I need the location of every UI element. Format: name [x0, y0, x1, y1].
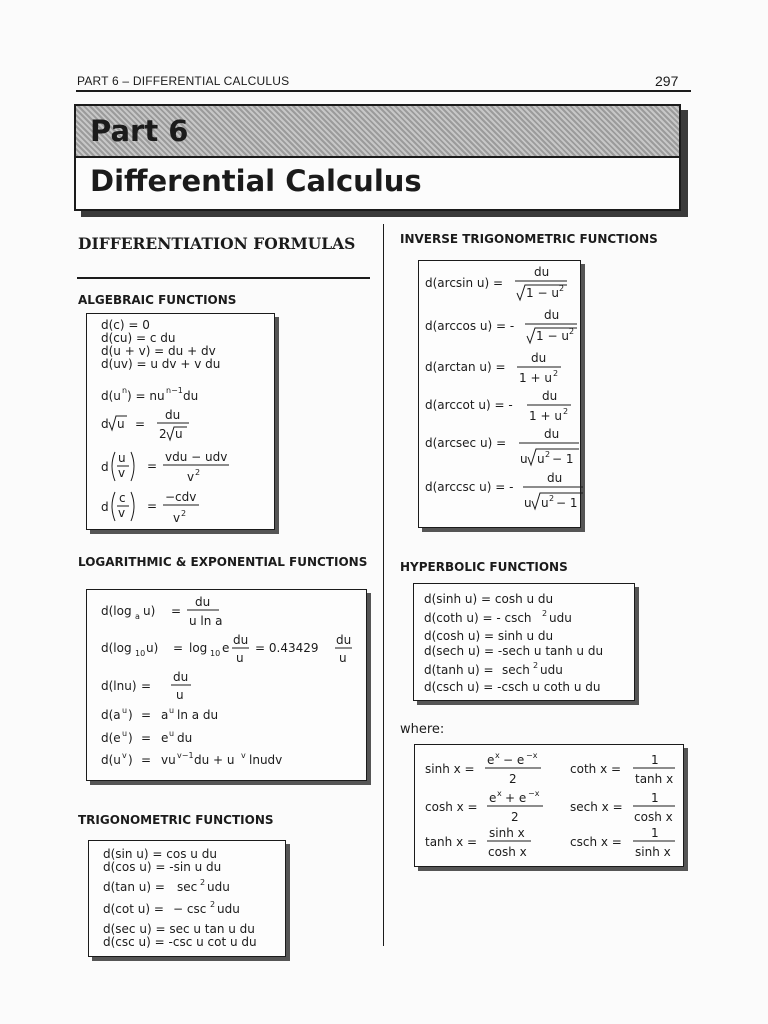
svg-text:): ): [128, 731, 133, 745]
svg-text:d(u: d(u: [101, 753, 121, 767]
svg-text:− csc: − csc: [173, 902, 207, 916]
formula-line: d(u + v) = du + dv: [101, 344, 216, 358]
svg-text:u: u: [117, 417, 125, 431]
where-label: where:: [400, 722, 445, 737]
svg-text:du: du: [173, 670, 189, 684]
section-heading: DIFFERENTIATION FORMULAS: [78, 234, 356, 253]
svg-text:− e: − e: [503, 753, 525, 767]
svg-text:d(lnu): d(lnu): [101, 679, 137, 693]
banner-title: Differential Calculus: [90, 164, 422, 198]
svg-text:du: du: [183, 389, 199, 403]
svg-text:v: v: [173, 511, 181, 525]
running-header: PART 6 – DIFFERENTIAL CALCULUS: [77, 74, 290, 88]
svg-text:d(arcsec u) =: d(arcsec u) =: [425, 436, 507, 450]
svg-text:u: u: [118, 451, 126, 465]
algebraic-formulas-math: [87, 314, 276, 531]
svg-text:2: 2: [545, 450, 551, 459]
svg-text:ln a du: ln a du: [177, 708, 219, 722]
svg-text:u: u: [175, 427, 183, 441]
banner-part-label: Part 6: [90, 114, 189, 148]
svg-text:du: du: [542, 389, 558, 403]
svg-text:du + u: du + u: [194, 753, 235, 767]
svg-text:u: u: [176, 688, 184, 702]
svg-text:u: u: [541, 496, 549, 510]
svg-text:=: =: [147, 499, 158, 513]
svg-text:+ e: + e: [505, 791, 527, 805]
part-banner: [74, 104, 681, 211]
svg-text:udu: udu: [549, 611, 572, 625]
svg-text:du: du: [195, 595, 211, 609]
svg-text:d: d: [101, 500, 109, 514]
inverse-trig-formulas-math: [419, 261, 582, 529]
header-rule: [76, 90, 691, 92]
formula-line: d(cosh u) = sinh u du: [424, 629, 554, 643]
svg-text:=: =: [147, 459, 158, 473]
svg-text:2: 2: [181, 509, 187, 518]
svg-text:csch x =: csch x =: [570, 835, 622, 849]
svg-text:e: e: [489, 791, 497, 805]
section-heading-rule: [77, 277, 370, 279]
svg-text:n: n: [122, 386, 128, 395]
svg-text:−x: −x: [528, 789, 540, 798]
svg-text:du: du: [534, 265, 550, 279]
svg-text:du: du: [531, 351, 547, 365]
page-number: 297: [655, 73, 679, 89]
svg-text:=: =: [141, 753, 152, 767]
svg-text:d: d: [101, 460, 109, 474]
svg-text:x: x: [495, 751, 500, 760]
svg-text:e: e: [161, 731, 169, 745]
svg-text:d(arccsc u) = -: d(arccsc u) = -: [425, 480, 514, 494]
svg-text:1 + u: 1 + u: [529, 409, 562, 423]
algebraic-formula-box: [86, 313, 275, 530]
svg-text:sinh x: sinh x: [489, 826, 525, 840]
hyperbolic-formula-box: [413, 583, 635, 701]
svg-text:2: 2: [195, 468, 201, 477]
svg-text:tanh x =: tanh x =: [425, 835, 478, 849]
svg-text:d(log: d(log: [101, 604, 132, 618]
svg-text:= 0.43429: = 0.43429: [255, 641, 319, 655]
svg-text:=: =: [141, 679, 152, 693]
svg-text:tanh x: tanh x: [635, 772, 674, 786]
trigonometric-formulas-math: [89, 841, 287, 958]
svg-text:du: du: [177, 731, 193, 745]
svg-text:vdu − udv: vdu − udv: [165, 450, 228, 464]
svg-text:1 − u: 1 − u: [526, 286, 559, 300]
svg-text:cosh x: cosh x: [634, 810, 673, 824]
formula-line: d(cu) = c du: [101, 331, 176, 345]
svg-text:sech x =: sech x =: [570, 800, 623, 814]
svg-text:d(a: d(a: [101, 708, 121, 722]
svg-text:du: du: [165, 408, 181, 422]
svg-text:v: v: [241, 751, 246, 760]
svg-text:cosh x =: cosh x =: [425, 800, 478, 814]
svg-text:2: 2: [511, 810, 519, 824]
svg-text:sinh x: sinh x: [635, 845, 671, 859]
svg-text:=: =: [135, 417, 146, 431]
svg-text:n−1: n−1: [166, 386, 183, 395]
svg-text:2: 2: [569, 327, 575, 336]
svg-text:=: =: [141, 731, 152, 745]
svg-text:2: 2: [542, 609, 548, 618]
formula-line: d(c) = 0: [101, 318, 150, 332]
svg-text:e: e: [487, 753, 495, 767]
svg-text:− 1: − 1: [556, 496, 578, 510]
svg-text:u: u: [169, 729, 175, 738]
svg-text:2: 2: [553, 369, 559, 378]
svg-text:2: 2: [533, 661, 539, 670]
inverse-trig-formula-box: [418, 260, 581, 528]
svg-text:lnudv: lnudv: [249, 753, 283, 767]
svg-text:du: du: [547, 471, 563, 485]
svg-text:v: v: [118, 466, 126, 480]
svg-text:v: v: [187, 470, 195, 484]
svg-text:1 − u: 1 − u: [536, 329, 569, 343]
formula-line: d(cos u) = -sin u du: [103, 860, 222, 874]
svg-text:u ln a: u ln a: [189, 614, 223, 628]
svg-text:1: 1: [651, 826, 659, 840]
logarithmic-formulas-math: [87, 590, 368, 782]
svg-text:sinh x =: sinh x =: [425, 762, 475, 776]
svg-text:u): u): [146, 641, 159, 655]
svg-text:2: 2: [549, 494, 555, 503]
svg-text:− 1: − 1: [552, 452, 574, 466]
svg-text:vu: vu: [161, 753, 176, 767]
svg-text:): ): [128, 753, 133, 767]
svg-text:u: u: [524, 496, 532, 510]
formula-line: d(sech u) = -sech u tanh u du: [424, 644, 604, 658]
svg-text:u: u: [537, 452, 545, 466]
svg-text:d(arctan u) =: d(arctan u) =: [425, 360, 506, 374]
svg-text:c: c: [119, 491, 126, 505]
svg-text:10: 10: [135, 649, 146, 658]
svg-text:1 + u: 1 + u: [519, 371, 552, 385]
svg-text:cosh x: cosh x: [488, 845, 527, 859]
svg-text:d(arccos u) = -: d(arccos u) = -: [425, 319, 515, 333]
svg-text:v: v: [122, 751, 127, 760]
svg-text:udu: udu: [207, 880, 230, 894]
svg-text:a: a: [161, 708, 169, 722]
svg-text:d(arccot u) = -: d(arccot u) = -: [425, 398, 513, 412]
formula-line: d(sin u) = cos u du: [103, 847, 217, 861]
formula-line: d(csch u) = -csch u coth u du: [424, 680, 601, 694]
svg-text:udu: udu: [217, 902, 240, 916]
svg-text:v−1: v−1: [177, 751, 194, 760]
svg-text:u: u: [169, 706, 175, 715]
svg-text:2: 2: [563, 407, 569, 416]
hyperbolic-formulas-math: [414, 584, 636, 702]
formula-line: d(sinh u) = cosh u du: [424, 592, 554, 606]
svg-text:1: 1: [651, 791, 659, 805]
algebraic-heading: ALGEBRAIC FUNCTIONS: [78, 293, 237, 307]
svg-text:du: du: [544, 308, 560, 322]
svg-text:−cdv: −cdv: [165, 490, 197, 504]
svg-text:10: 10: [210, 649, 221, 658]
column-divider: [383, 224, 384, 946]
svg-text:d(cot u) =: d(cot u) =: [103, 902, 164, 916]
svg-text:du: du: [544, 427, 560, 441]
svg-text:sech: sech: [502, 663, 530, 677]
formula-line: d(uv) = u dv + v du: [101, 357, 221, 371]
svg-text:=: =: [171, 604, 182, 618]
svg-text:d(e: d(e: [101, 731, 121, 745]
svg-text:du: du: [233, 633, 249, 647]
svg-text:) = nu: ) = nu: [127, 389, 165, 403]
hyperbolic-definitions-box: [414, 744, 684, 867]
svg-text:d(tanh u) =: d(tanh u) =: [424, 663, 494, 677]
svg-text:sec: sec: [177, 880, 198, 894]
trigonometric-heading: TRIGONOMETRIC FUNCTIONS: [78, 813, 274, 827]
svg-text:u: u: [122, 729, 128, 738]
formula-line: d(csc u) = -csc u cot u du: [103, 935, 257, 949]
svg-text:log: log: [189, 641, 208, 655]
svg-text:d(u: d(u: [101, 389, 121, 403]
svg-text:2: 2: [559, 284, 565, 293]
svg-text:u: u: [236, 651, 244, 665]
svg-text:d(log: d(log: [101, 641, 132, 655]
svg-text:v: v: [118, 506, 126, 520]
logarithmic-heading: LOGARITHMIC & EXPONENTIAL FUNCTIONS: [78, 555, 368, 569]
svg-text:d(coth u) = - csch: d(coth u) = - csch: [424, 611, 532, 625]
svg-text:d(arcsin u) =: d(arcsin u) =: [425, 276, 504, 290]
svg-text:2: 2: [509, 772, 517, 786]
svg-text:1: 1: [651, 753, 659, 767]
svg-text:=: =: [141, 708, 152, 722]
inverse-trig-heading: INVERSE TRIGONOMETRIC FUNCTIONS: [400, 232, 658, 246]
formula-line: d(sec u) = sec u tan u du: [103, 922, 255, 936]
trigonometric-formula-box: [88, 840, 286, 957]
svg-text:u: u: [339, 651, 347, 665]
svg-text:u: u: [122, 706, 128, 715]
svg-text:udu: udu: [540, 663, 563, 677]
svg-text:=: =: [173, 641, 184, 655]
svg-text:2: 2: [159, 427, 167, 441]
svg-text:d: d: [101, 417, 109, 431]
svg-text:e: e: [222, 641, 230, 655]
svg-text:): ): [128, 708, 133, 722]
svg-text:u: u: [520, 452, 528, 466]
svg-text:d(tan u) =: d(tan u) =: [103, 880, 165, 894]
svg-text:−x: −x: [526, 751, 538, 760]
svg-text:a: a: [135, 612, 140, 621]
svg-text:du: du: [336, 633, 352, 647]
svg-text:coth x =: coth x =: [570, 762, 622, 776]
svg-text:u): u): [143, 604, 156, 618]
svg-text:x: x: [497, 789, 502, 798]
svg-text:2: 2: [210, 900, 216, 909]
logarithmic-formula-box: [86, 589, 367, 781]
svg-text:2: 2: [200, 878, 206, 887]
hyperbolic-heading: HYPERBOLIC FUNCTIONS: [400, 560, 568, 574]
hyperbolic-definitions-math: [415, 745, 685, 868]
